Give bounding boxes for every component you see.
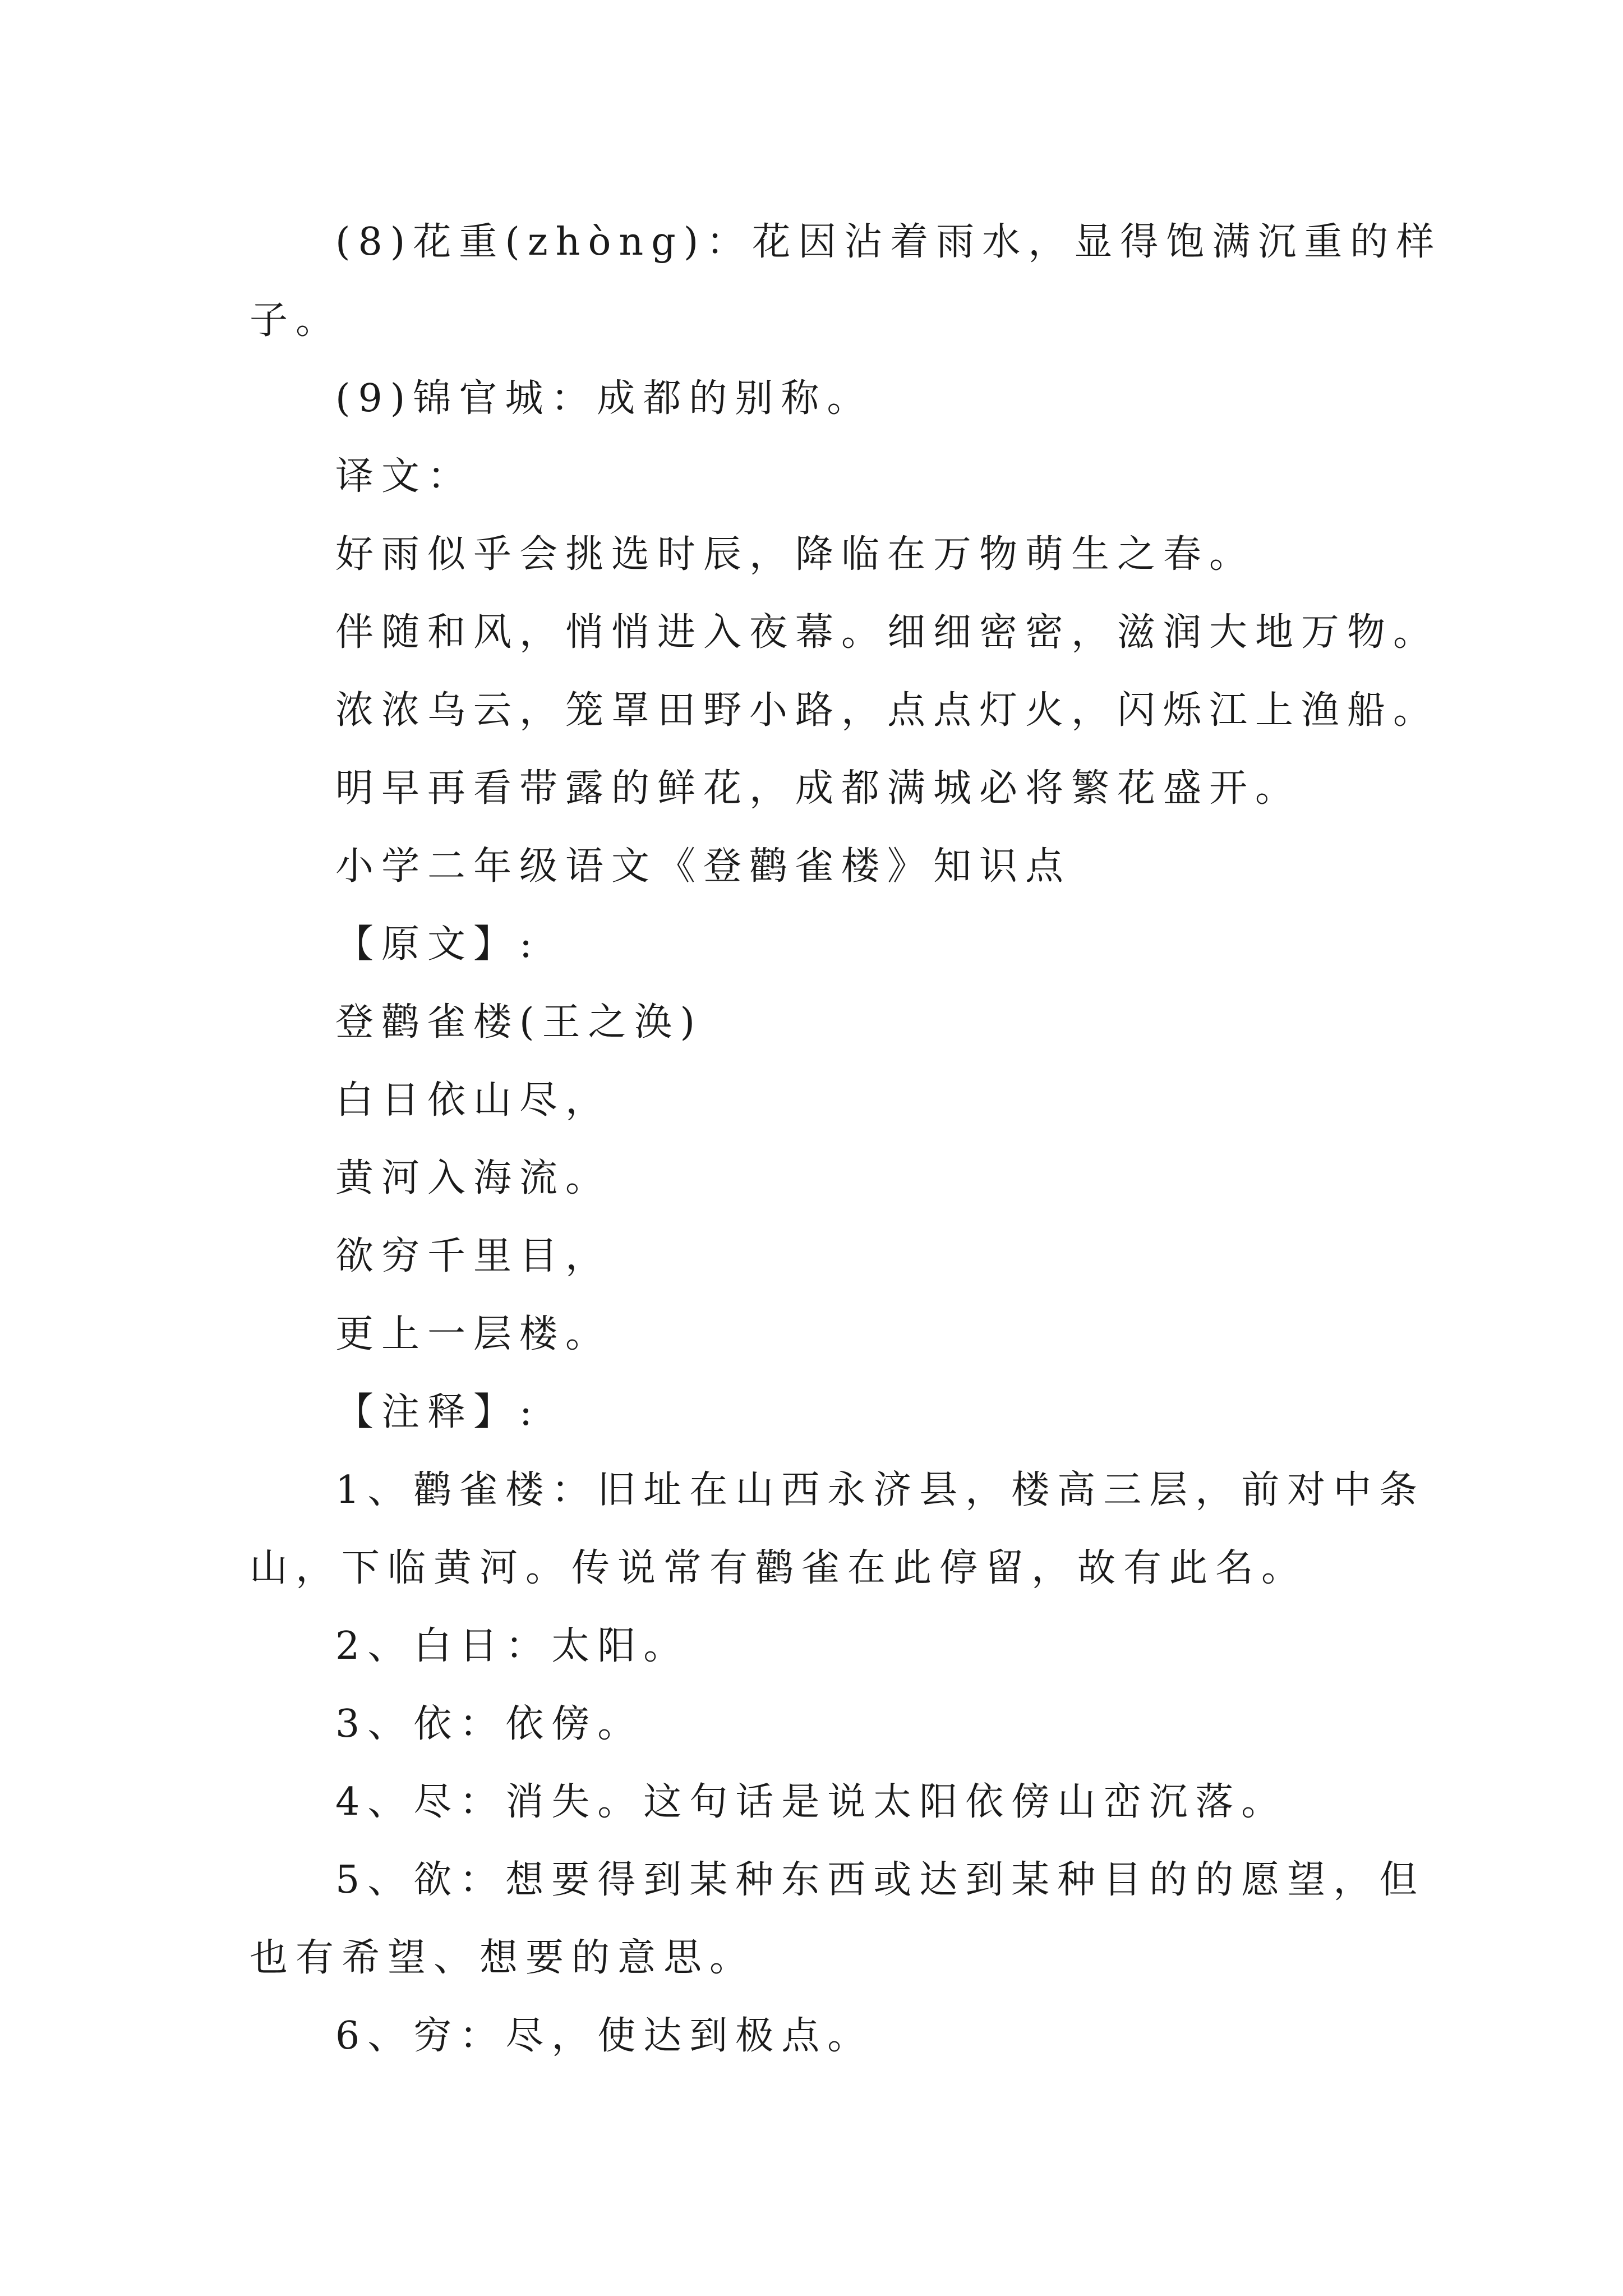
poem-line-4: 更上一层楼。: [335, 1312, 612, 1356]
translation-line-1: 好雨似乎会挑选时辰，降临在万物萌生之春。: [335, 532, 1256, 577]
translation-line-4: 明早再看带露的鲜花，成都满城必将繁花盛开。: [335, 766, 1302, 811]
note-8-line-2: 子。: [250, 298, 342, 343]
note-8-line-1: (8)花重(zhòng)：花因沾着雨水，显得饱满沉重的样: [335, 220, 1442, 264]
section-title: 小学二年级语文《登鹳雀楼》知识点: [335, 844, 1072, 889]
poem-title: 登鹳雀楼(王之涣): [335, 1000, 703, 1045]
poem-line-2: 黄河入海流。: [335, 1156, 612, 1200]
annotation-2: 2、白日：太阳。: [335, 1624, 690, 1668]
annotation-5-line-2: 也有希望、想要的意思。: [250, 1936, 756, 1980]
annotation-1-line-2: 山，下临黄河。传说常有鹳雀在此停留，故有此名。: [250, 1546, 1308, 1590]
original-heading: 【原文】:: [335, 922, 540, 967]
poem-line-3: 欲穷千里目，: [335, 1234, 612, 1278]
translation-line-3: 浓浓乌云，笼罩田野小路，点点灯火，闪烁江上渔船。: [335, 688, 1440, 733]
annotation-1-line-1: 1、鹳雀楼：旧址在山西永济县，楼高三层，前对中条: [335, 1468, 1426, 1512]
annotation-6: 6、穷：尽，使达到极点。: [335, 2014, 874, 2058]
annotation-3: 3、依：依傍。: [335, 1702, 644, 1746]
annotation-4: 4、尽：消失。这句话是说太阳依傍山峦沉落。: [335, 1780, 1288, 1824]
translation-line-2: 伴随和风，悄悄进入夜幕。细细密密，滋润大地万物。: [335, 610, 1440, 655]
notes-heading: 【注释】:: [335, 1390, 540, 1434]
translation-heading: 译文：: [335, 454, 474, 499]
annotation-5-line-1: 5、欲：想要得到某种东西或达到某种目的的愿望，但: [335, 1858, 1426, 1902]
note-9: (9)锦官城：成都的别称。: [335, 376, 873, 421]
poem-line-1: 白日依山尽，: [335, 1078, 612, 1122]
